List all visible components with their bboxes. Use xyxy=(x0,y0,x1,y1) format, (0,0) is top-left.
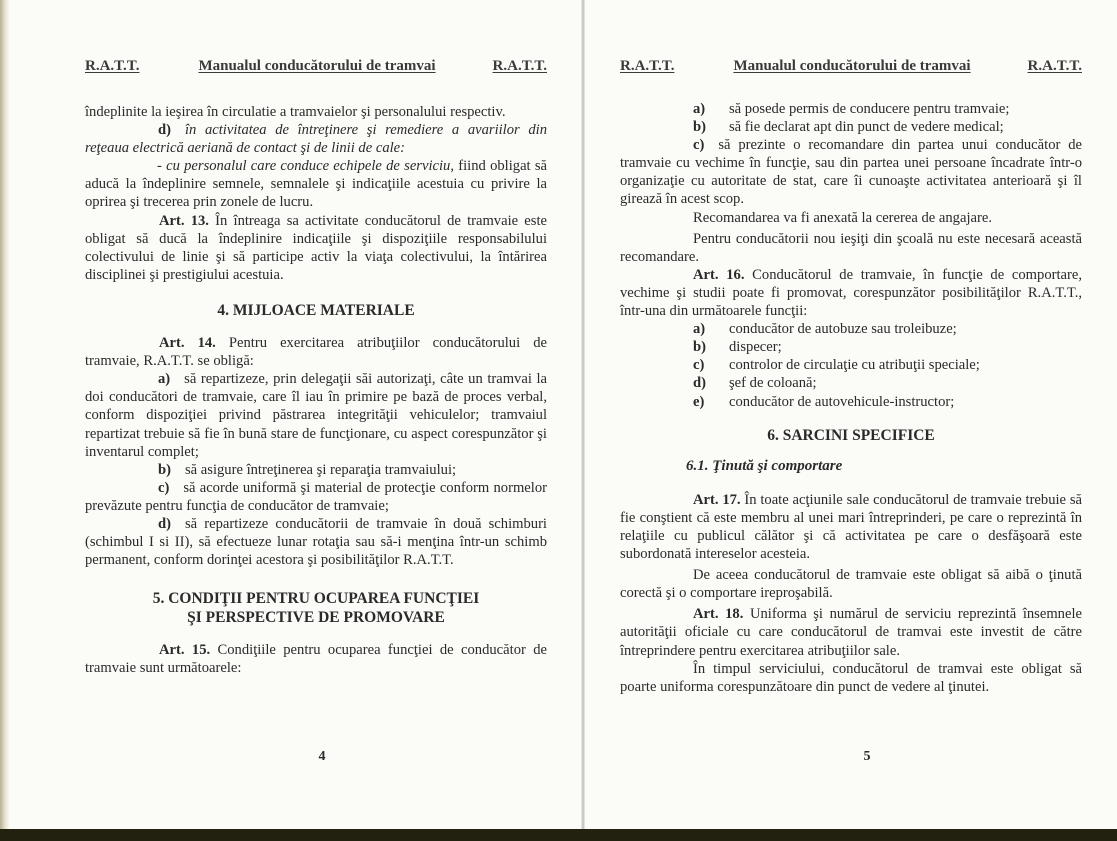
item-text: să acorde uniformă şi material de protecţie conform normelor prevăzute pentru funcţia de conducător de tramvaie; xyxy=(85,479,547,514)
item-text: să repartizeze, prin delegaţii săi autorizaţi, câte un tramvai la doi conducători de tramvaie, care îl iau în primire pe bază de proces verbal, conform dispoziţiei privind păstrarea integrităţii vehiculelor; tramvaiul repartizat trebuie să fie în bună stare de funcţionare, cu aspect corespunzător şi inventarul complet; xyxy=(85,371,547,460)
page-number: 4 xyxy=(318,749,326,764)
section-title-line: ŞI PERSPECTIVE DE PROMOVARE xyxy=(187,609,445,627)
italic-text: - cu personalul care conduce echipele de serviciu, xyxy=(157,158,455,175)
article-15 xyxy=(85,641,547,677)
item-label: d) xyxy=(158,515,171,532)
item-label: c) xyxy=(693,137,705,154)
section-title: 6. SARCINI SPECIFICE xyxy=(767,426,935,444)
header-left: R.A.T.T. xyxy=(85,58,140,74)
list-item xyxy=(620,100,1082,118)
item-text: dispecer; xyxy=(729,339,782,356)
article-label: Art. 16. xyxy=(693,266,745,283)
header-title: Manualul conducătorului de tramvai xyxy=(733,58,971,74)
text: fiind obligat să aducă la îndeplinire semnele, semnalele şi indicaţiile acestuia cu privire la oprirea şi trecerea prin zonele de lucru. xyxy=(85,158,547,211)
page-right xyxy=(620,0,1082,829)
list-item xyxy=(85,461,547,479)
article-text: Conducătorul de tramvaie, în funcţie de comportare, vechime şi studii poate fi promovat, corespunzător posibilităţilor R.A.T.T., într-una din următoarele funcţii: xyxy=(620,266,1082,320)
page-number: 5 xyxy=(863,749,871,764)
header-title: Manualul conducătorului de tramvai xyxy=(198,58,436,74)
paragraph: În timpul serviciului, conducătorul de tramvai este obligat să poarte uniforma corespunzătoare din punct de vedere al ţinutei. xyxy=(620,660,1082,695)
article-label: Art. 14. xyxy=(159,335,216,352)
item-text: să posede permis de conducere pentru tramvaie; xyxy=(729,101,1010,117)
header-right: R.A.T.T. xyxy=(1027,58,1082,74)
section-title: 4. MIJLOACE MATERIALE xyxy=(217,301,415,319)
article-label: Art. 18. xyxy=(693,606,744,623)
page-left xyxy=(85,0,547,829)
item-text: conducător de autovehicule-instructor; xyxy=(729,393,955,410)
article-14 xyxy=(85,334,547,370)
list-item xyxy=(620,338,1082,356)
article-text: Pentru exercitarea atribuţiilor conducătorului de tramvaie, R.A.T.T. se obligă: xyxy=(85,335,547,370)
book-spine xyxy=(581,0,585,829)
item-text: să repartizeze conducătorii de tramvaie în două schimburi (schimbul I si II), să efectueze lunar rotaţia sau să-i menţina într-un schimb permanent, conform dorinţei acestora şi posibilităţilor R.A.T.T. xyxy=(85,515,547,569)
item-label: b) xyxy=(158,461,171,478)
page-body xyxy=(85,103,547,677)
item-text: conducător de autobuze sau troleibuze; xyxy=(729,321,957,338)
subsection-title: 6.1. Ţinută şi comportare xyxy=(686,457,843,474)
paragraph: Pentru conducătorii nou ieşiţi din şcoală nu este necesară această recomandare. xyxy=(620,230,1082,265)
item-label: e) xyxy=(693,393,705,410)
section-title xyxy=(85,589,547,627)
paragraph: îndeplinite la ieşirea în circulatie a tramvaielor şi personalului respectiv. xyxy=(85,104,506,120)
article-16 xyxy=(620,266,1082,320)
article-18 xyxy=(620,605,1082,659)
item-label: d) xyxy=(158,122,171,139)
scanner-bottom-edge xyxy=(0,829,1117,841)
item-label: a) xyxy=(693,101,706,117)
article-text: Uniforma şi numărul de serviciu reprezintă însemnele autorităţii oficiale cu care conducătorul de tramvai este investit de către întreprindere pentru exercitarea atribuţiilor sale. xyxy=(620,606,1082,659)
item-text: să prezinte o recomandare din partea unui conducător de tramvaie cu vechime în funcţie, sau din partea unei persoane încadrate într-o organizaţie cu autoritate de stat, care îi cunoaşte activitatea anterioară şi îl girează în acest scop. xyxy=(620,137,1082,208)
item-label: b) xyxy=(693,339,706,356)
list-item xyxy=(620,356,1082,374)
item-label: d) xyxy=(693,375,706,392)
item-label: a) xyxy=(158,371,171,388)
article-label: Art. 15. xyxy=(159,642,211,659)
article-text: În întreaga sa activitate conducătorul de tramvaie este obligat să ducă la îndeplinire indicaţiile şi dispoziţiile responsabilului colectivului de linie şi să participe activ la viaţa colectivului, la întărirea disciplinei şi prestigiului acestuia. xyxy=(85,212,548,283)
paragraph: Recomandarea va fi anexată la cererea de angajare. xyxy=(693,209,992,226)
item-label: c) xyxy=(158,479,170,496)
section-title-line: 5. CONDIŢII PENTRU OCUPAREA FUNCŢIEI xyxy=(152,590,480,608)
item-label: c) xyxy=(693,357,705,374)
item-text: să asigure întreţinerea şi reparaţia tramvaiului; xyxy=(184,461,457,478)
book-left-edge xyxy=(0,0,9,829)
list-item xyxy=(85,370,547,460)
paragraph: De aceea conducătorul de tramvaie este obligat să aibă o ţinută corectă şi o comportare ireproşabilă. xyxy=(620,567,1082,602)
article-text: În toate acţiunile sale conducătorul de tramvaie trebuie să fie conştient că este membru al unei mari întreprinderi, pe care o reprezintă în relaţiile cu publicul călător şi că activitatea pe care o desfăşoară este subordonată intereselor acesteia. xyxy=(620,491,1082,563)
article-17 xyxy=(620,491,1082,563)
list-item xyxy=(85,515,547,569)
list-item-d xyxy=(85,121,547,157)
article-text: Condiţiile pentru ocuparea funcţiei de conducător de tramvaie sunt următoarele: xyxy=(85,642,547,677)
article-13 xyxy=(85,212,547,284)
list-item xyxy=(620,118,1082,136)
header-left: R.A.T.T. xyxy=(620,58,675,74)
item-label: b) xyxy=(693,119,706,136)
item-text: şef de coloană; xyxy=(729,375,817,392)
list-item xyxy=(620,393,1082,411)
page-header xyxy=(85,57,547,75)
list-item xyxy=(85,479,547,515)
page-body xyxy=(620,100,1082,696)
item-label: a) xyxy=(693,321,706,338)
article-label: Art. 13. xyxy=(159,212,209,229)
item-text: în activitatea de întreţinere şi remediere a avariilor din reţeaua electrică aeriană de contact şi de linii de cale: xyxy=(85,122,547,157)
article-label: Art. 17. xyxy=(693,491,741,508)
header-right: R.A.T.T. xyxy=(492,58,547,74)
list-item xyxy=(620,136,1082,208)
page-header xyxy=(620,57,1082,75)
list-item xyxy=(620,374,1082,392)
item-text: controlor de circulaţie cu atribuţii speciale; xyxy=(729,357,980,374)
list-item xyxy=(620,320,1082,338)
paragraph xyxy=(85,157,547,211)
item-text: să fie declarat apt din punct de vedere medical; xyxy=(729,119,1004,136)
